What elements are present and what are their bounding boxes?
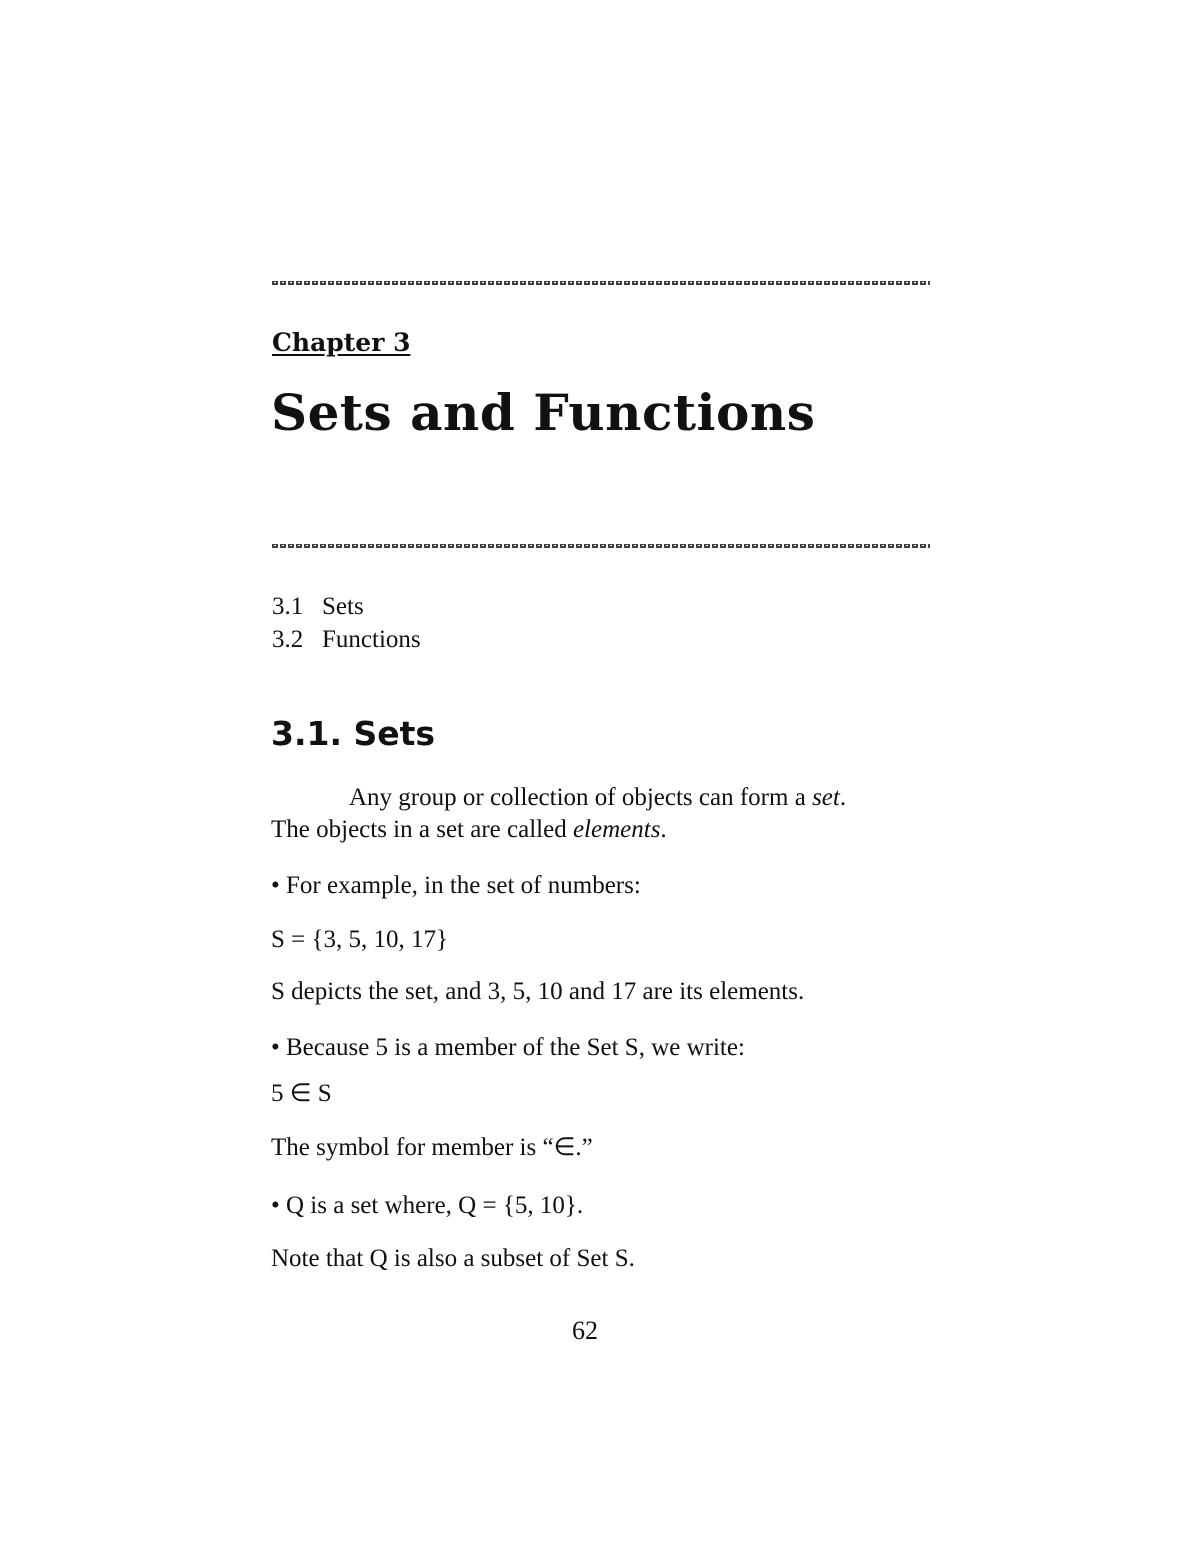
page-number: 62: [572, 1316, 598, 1345]
intro-period: .: [660, 816, 667, 843]
top-divider: [272, 281, 930, 285]
bullet-subset: • Q is a set where, Q = {5, 10}.: [271, 1192, 584, 1219]
term-set: set: [812, 784, 840, 811]
chapter-title: Sets and Functions: [271, 383, 816, 442]
intro-period: .: [839, 784, 847, 811]
bottom-divider: [272, 544, 930, 548]
intro-text: Any group or collection of objects can form a: [349, 784, 813, 811]
section-heading: 3.1. Sets: [271, 714, 436, 753]
toc-item-title: Functions: [322, 626, 421, 653]
toc-item-number: 3.2: [272, 626, 304, 653]
toc-item-functions[interactable]: [272, 626, 421, 654]
toc-item-title: Sets: [322, 593, 364, 620]
intro-line-2: [271, 814, 667, 846]
toc-item-sets[interactable]: [272, 593, 364, 621]
bullet-example: • For example, in the set of numbers:: [271, 872, 641, 899]
bullet-membership: • Because 5 is a member of the Set S, we write:: [271, 1034, 745, 1061]
set-definition: S = {3, 5, 10, 17}: [271, 926, 449, 953]
set-description: S depicts the set, and 3, 5, 10 and 17 are its elements.: [271, 978, 805, 1005]
intro-line-1: [349, 782, 846, 814]
chapter-label: Chapter 3: [272, 328, 411, 357]
membership-expression: 5 ∈ S: [271, 1080, 332, 1107]
intro-text: The objects in a set are called: [271, 816, 573, 843]
toc-item-number: 3.1: [272, 593, 304, 620]
subset-note: Note that Q is also a subset of Set S.: [271, 1245, 635, 1272]
symbol-note: The symbol for member is “∈.”: [271, 1134, 593, 1161]
term-elements: elements: [572, 816, 661, 843]
